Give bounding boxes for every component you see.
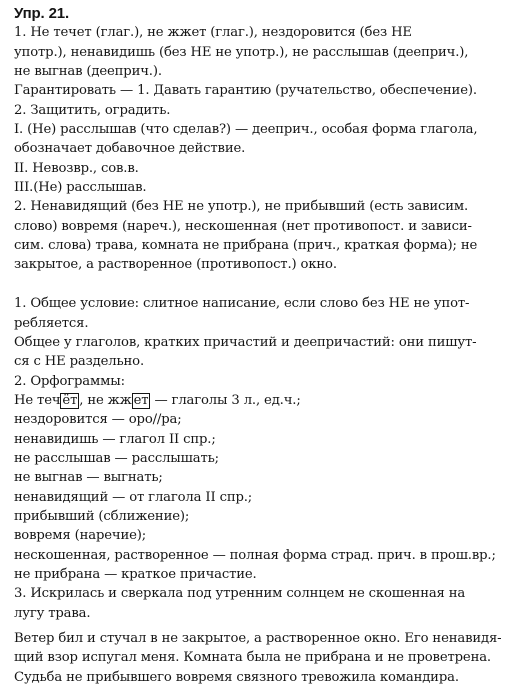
text-line: Ветер бил и стучал в не закрытое, а растворенное окно. Его ненавидя- bbox=[14, 631, 502, 646]
orthogram-frame: ёт bbox=[62, 392, 78, 408]
text-line: не прибрана — краткое причастие. bbox=[14, 566, 257, 582]
exercise-title: Упр. 21. bbox=[14, 5, 69, 22]
text-line: не расслышав — расслышать; bbox=[14, 450, 219, 466]
text-line: слово) вовремя (нареч.), нескошенная (нет противопост. и зависи- bbox=[14, 218, 472, 234]
text-line: 1. Не течет (глаг.), не жжет (глаг.), нездоровится (без НЕ bbox=[14, 25, 412, 41]
text-line: лугу трава. bbox=[14, 605, 91, 621]
text-line: Общее у глаголов, кратких причастий и деепричастий: они пишут- bbox=[14, 334, 477, 350]
text-line: II. Невозвр., сов.в. bbox=[14, 160, 139, 176]
orthogram-text: Не теч bbox=[14, 392, 61, 408]
text-line: ненавидишь — глагол II спр.; bbox=[14, 431, 216, 447]
text-line: 2. Ненавидящий (без НЕ не употр.), не прибывший (есть зависим. bbox=[14, 199, 469, 215]
orthogram-frame: ет bbox=[133, 392, 149, 408]
text-line: 3. Искрилась и сверкала под утренним солнцем не скошенная на bbox=[14, 586, 466, 602]
exercise-page bbox=[14, 4, 514, 687]
text-line: 2. Орфограммы: bbox=[14, 373, 125, 389]
orthogram-text: , не жж bbox=[79, 392, 132, 408]
text-line: Судьба не прибывшего вовремя связного тревожила командира. bbox=[14, 669, 459, 685]
orthogram-text: — глаголы 3 л., ед.ч.; bbox=[150, 392, 301, 408]
text-line: не выгнав — выгнать; bbox=[14, 470, 163, 486]
text-line: закрытое, а растворенное (противопост.) окно. bbox=[14, 257, 337, 273]
text-line: ся с НЕ раздельно. bbox=[14, 354, 144, 370]
text-line: ребляется. bbox=[14, 315, 89, 331]
text-line: ненавидящий — от глагола II спр.; bbox=[14, 489, 253, 505]
text-line: 2. Защитить, оградить. bbox=[14, 102, 171, 118]
text-line: щий взор испугал меня. Комната была не прибрана и не проветрена. bbox=[14, 650, 491, 666]
text-line bbox=[14, 275, 514, 294]
text-line: обозначает добавочное действие. bbox=[14, 141, 246, 157]
text-line: нескошенная, растворенное — полная форма страд. прич. в прош.вр.; bbox=[14, 547, 496, 563]
text-line: сим. слова) трава, комната не прибрана (прич., краткая форма); не bbox=[14, 238, 478, 254]
text-line: 1. Общее условие: слитное написание, если слово без НЕ не упот- bbox=[14, 296, 470, 312]
text-line: III.(Не) расслышав. bbox=[14, 180, 147, 196]
text-line: прибывший (сближение); bbox=[14, 508, 190, 524]
text-line: Гарантировать — 1. Давать гарантию (ручательство, обеспечение). bbox=[14, 83, 477, 99]
orthogram-line bbox=[14, 391, 514, 410]
text-line: I. (Не) расслышав (что сделав?) — дееприч., особая форма глагола, bbox=[14, 122, 478, 138]
text-line: вовремя (наречие); bbox=[14, 528, 147, 544]
text-line: нездоровится — оро//ра; bbox=[14, 412, 182, 428]
text-line: употр.), ненавидишь (без НЕ не употр.), не расслышав (дееприч.), bbox=[14, 44, 469, 60]
text-line: не выгнав (дееприч.). bbox=[14, 64, 162, 80]
